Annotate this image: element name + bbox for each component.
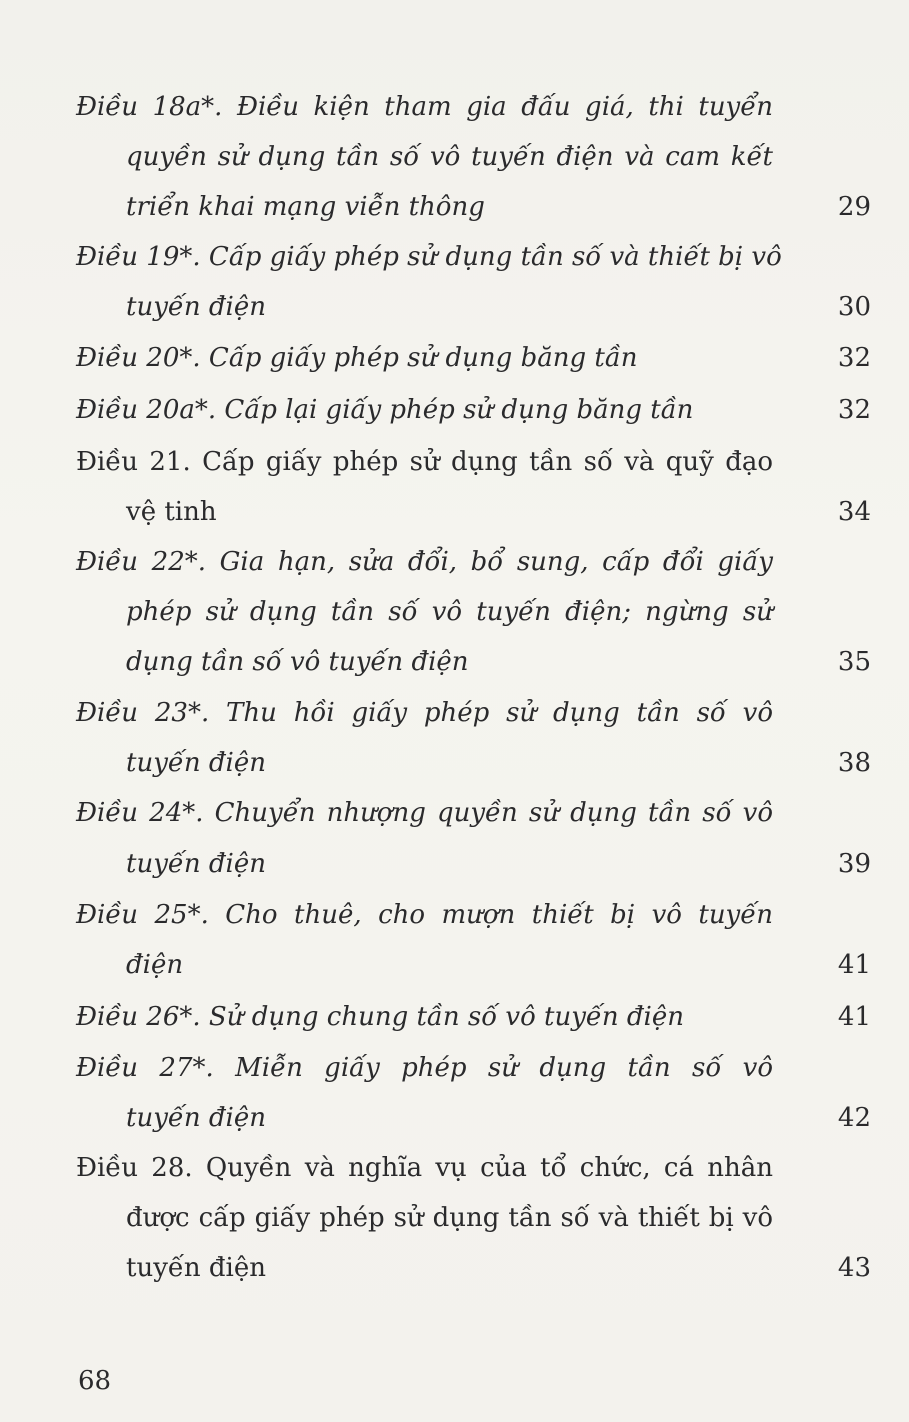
toc-line: vệ tinh bbox=[126, 497, 217, 527]
toc-line: Điều 22*. Gia hạn, sửa đổi, bổ sung, cấp đổi giấy bbox=[76, 547, 773, 577]
toc-line: tuyến điện bbox=[126, 1253, 266, 1283]
page-number-footer: 68 bbox=[78, 1366, 112, 1396]
toc-line: tuyến điện bbox=[126, 748, 266, 778]
toc-line: quyền sử dụng tần số vô tuyến điện và cam kết bbox=[126, 142, 773, 172]
toc-page-number: 30 bbox=[837, 292, 871, 322]
toc-line: triển khai mạng viễn thông bbox=[126, 192, 485, 222]
toc-line: dụng tần số vô tuyến điện bbox=[126, 647, 469, 677]
toc-page-number: 34 bbox=[837, 497, 871, 527]
toc-line: Điều 26*. Sử dụng chung tần số vô tuyến điện bbox=[76, 1002, 684, 1032]
toc-line: Điều 28. Quyền và nghĩa vụ của tổ chức, cá nhân bbox=[76, 1153, 773, 1183]
toc-line: điện bbox=[126, 950, 184, 980]
toc-page-number: 32 bbox=[837, 395, 871, 425]
toc-line: Điều 19*. Cấp giấy phép sử dụng tần số và thiết bị vô bbox=[76, 242, 782, 272]
toc-line: tuyến điện bbox=[126, 849, 266, 879]
toc-line: Điều 20a*. Cấp lại giấy phép sử dụng băng tần bbox=[76, 395, 694, 425]
toc-line: Điều 18a*. Điều kiện tham gia đấu giá, thi tuyển bbox=[76, 92, 773, 122]
toc-page-number: 43 bbox=[837, 1253, 871, 1283]
toc-line: tuyến điện bbox=[126, 292, 266, 322]
toc-page-number: 35 bbox=[837, 647, 871, 677]
toc-line: tuyến điện bbox=[126, 1103, 266, 1133]
toc-page-number: 39 bbox=[837, 849, 871, 879]
toc-line: Điều 23*. Thu hồi giấy phép sử dụng tần số vô bbox=[76, 698, 773, 728]
toc-page-number: 42 bbox=[837, 1103, 871, 1133]
toc-page-number: 29 bbox=[837, 192, 871, 222]
toc-line: được cấp giấy phép sử dụng tần số và thiết bị vô bbox=[126, 1203, 773, 1233]
toc-line: Điều 21. Cấp giấy phép sử dụng tần số và quỹ đạo bbox=[76, 447, 773, 477]
toc-page-number: 38 bbox=[837, 748, 871, 778]
toc-line: Điều 25*. Cho thuê, cho mượn thiết bị vô tuyến bbox=[76, 900, 773, 930]
toc-page-number: 32 bbox=[837, 343, 871, 373]
toc-line: phép sử dụng tần số vô tuyến điện; ngừng sử bbox=[126, 597, 773, 627]
toc-line: Điều 24*. Chuyển nhượng quyền sử dụng tần số vô bbox=[76, 798, 773, 828]
toc-line: Điều 20*. Cấp giấy phép sử dụng băng tần bbox=[76, 343, 638, 373]
toc-page-number: 41 bbox=[837, 950, 871, 980]
toc-line: Điều 27*. Miễn giấy phép sử dụng tần số vô bbox=[76, 1053, 773, 1083]
toc-page-number: 41 bbox=[837, 1002, 871, 1032]
